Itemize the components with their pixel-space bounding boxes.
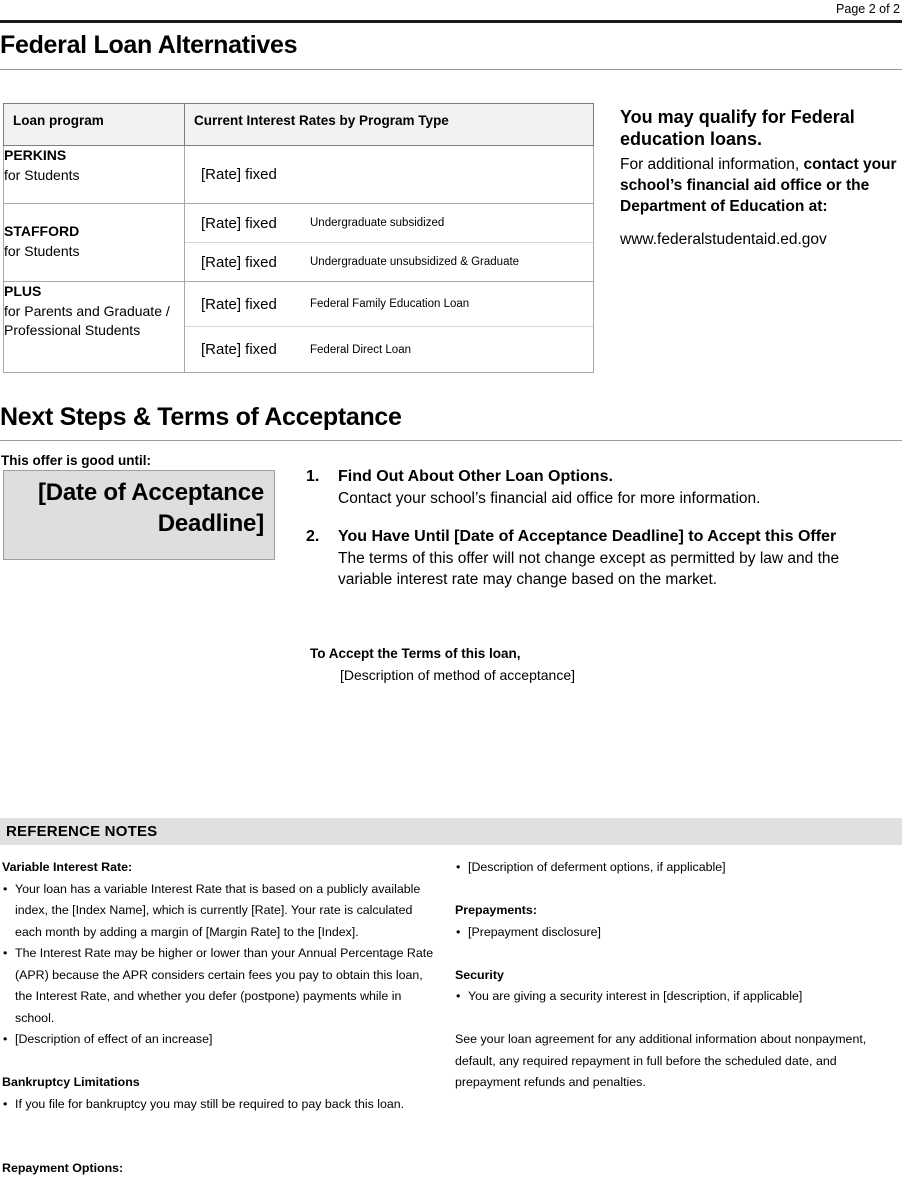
rate-value: [Rate] fixed <box>201 165 277 183</box>
list-item: • If you file for bankruptcy you may still be required to pay back this loan. <box>2 1094 442 1116</box>
deferment-bullets <box>455 857 895 879</box>
program-name: STAFFORD <box>4 223 80 239</box>
rate-value: [Rate] fixed <box>201 341 277 358</box>
section-divider-next-steps <box>0 440 902 441</box>
program-subtitle: for Students <box>4 166 80 183</box>
table-row <box>4 146 594 204</box>
rate-type: Undergraduate unsubsidized & Graduate <box>310 256 520 268</box>
spacer <box>2 1137 442 1159</box>
program-subtitle: for Students <box>4 242 80 259</box>
spacer <box>455 879 895 901</box>
spacer <box>455 1008 895 1030</box>
section-divider-federal <box>0 69 902 70</box>
list-item: • You are giving a security interest in [description, if applicable] <box>455 986 895 1008</box>
rates-cell-perkins <box>185 146 594 204</box>
program-cell-stafford <box>4 204 185 282</box>
repayment-options-heading: Repayment Options: <box>2 1161 124 1175</box>
info-panel-body <box>620 154 900 217</box>
spacer <box>2 1115 442 1137</box>
program-name: PLUS <box>4 283 42 299</box>
reference-notes-title: REFERENCE NOTES <box>6 823 158 840</box>
next-steps-list <box>302 466 892 607</box>
step-body: Contact your school’s financial aid office for more information. <box>338 490 761 507</box>
bankruptcy-bullets <box>2 1094 442 1116</box>
offer-valid-label: This offer is good until: <box>1 453 151 468</box>
list-item <box>302 466 892 509</box>
info-panel-body-bold: contact your school’s financial aid office or the Department of Education at: <box>620 156 897 215</box>
federal-student-aid-url[interactable]: www.federalstudentaid.ed.gov <box>620 231 827 248</box>
page-number: Page 2 of 2 <box>836 2 900 16</box>
step-title: Find Out About Other Loan Options. <box>338 468 613 485</box>
acceptance-deadline-value: [Date of Acceptance Deadline] <box>37 479 264 537</box>
list-item <box>302 526 892 590</box>
loan-rates-table <box>3 103 594 373</box>
rate-value: [Rate] fixed <box>201 214 277 232</box>
reference-notes-right-column <box>455 857 895 1094</box>
step-title: You Have Until [Date of Acceptance Deadline] to Accept this Offer <box>338 528 837 545</box>
spacer <box>2 1051 442 1073</box>
rates-cell-stafford <box>185 204 594 282</box>
table-row <box>4 204 594 282</box>
federal-loan-info-panel <box>620 106 900 250</box>
variable-rate-heading: Variable Interest Rate: <box>2 860 133 874</box>
program-name: PERKINS <box>4 147 67 163</box>
bankruptcy-heading: Bankruptcy Limitations <box>2 1075 140 1089</box>
step-body: The terms of this offer will not change except as permitted by law and the variable interest rate may change based on the market. <box>338 550 840 588</box>
list-item: • Your loan has a variable Interest Rate that is based on a publicly available index, the [Index Name], which is currently [Rate]. Your rate is calculated each month by adding a margin of [Margin Rate] to the [Index]. <box>2 879 442 944</box>
top-divider <box>0 20 902 23</box>
list-item: • [Description of deferment options, if applicable] <box>455 857 895 879</box>
reference-notes-banner <box>0 818 902 845</box>
page-title-next-steps: Next Steps & Terms of Acceptance <box>0 403 402 431</box>
loan-agreement-note: See your loan agreement for any additional information about nonpayment, default, any required repayment in full before the scheduled date, and prepayment refunds and penalties. <box>455 1032 867 1089</box>
accept-terms-heading: To Accept the Terms of this loan, <box>310 646 521 661</box>
rate-value: [Rate] fixed <box>201 295 277 313</box>
program-cell-plus <box>4 282 185 373</box>
security-heading: Security <box>455 967 504 982</box>
rates-cell-plus <box>185 282 594 373</box>
rate-value: [Rate] fixed <box>201 253 277 271</box>
table-header-row <box>4 104 594 146</box>
security-bullets <box>455 986 895 1008</box>
step-number: 2. <box>306 528 320 545</box>
step-number: 1. <box>306 468 320 485</box>
acceptance-deadline-box <box>3 470 275 560</box>
program-subtitle: for Parents and Graduate / Professional Students <box>4 302 170 338</box>
variable-rate-bullets <box>2 879 442 1051</box>
column-header-interest-rates: Current Interest Rates by Program Type <box>185 104 594 146</box>
list-item: • The Interest Rate may be higher or lower than your Annual Percentage Rate (APR) because the APR considers certain fees you pay to obtain this loan, the Interest Rate, and whether you defer (postpone) payments while in school. <box>2 943 442 1029</box>
program-cell-perkins <box>4 146 185 204</box>
spacer <box>455 943 895 965</box>
table-row <box>4 282 594 373</box>
column-header-loan-program: Loan program <box>4 104 185 146</box>
info-panel-lead: You may qualify for Federal education loans. <box>620 107 855 149</box>
accept-terms-description: [Description of method of acceptance] <box>340 667 576 683</box>
rate-type: Undergraduate subsidized <box>310 217 445 229</box>
prepayments-bullets <box>455 922 895 944</box>
rate-type: Federal Family Education Loan <box>310 298 470 310</box>
page-title-federal-loan-alternatives: Federal Loan Alternatives <box>0 31 298 59</box>
list-item: • [Prepayment disclosure] <box>455 922 895 944</box>
prepayments-heading: Prepayments: <box>455 903 537 917</box>
list-item: • [Description of effect of an increase] <box>2 1029 442 1051</box>
rate-type: Federal Direct Loan <box>310 343 411 356</box>
reference-notes-left-column <box>2 857 442 1180</box>
info-panel-body-plain: For additional information, <box>620 156 804 173</box>
